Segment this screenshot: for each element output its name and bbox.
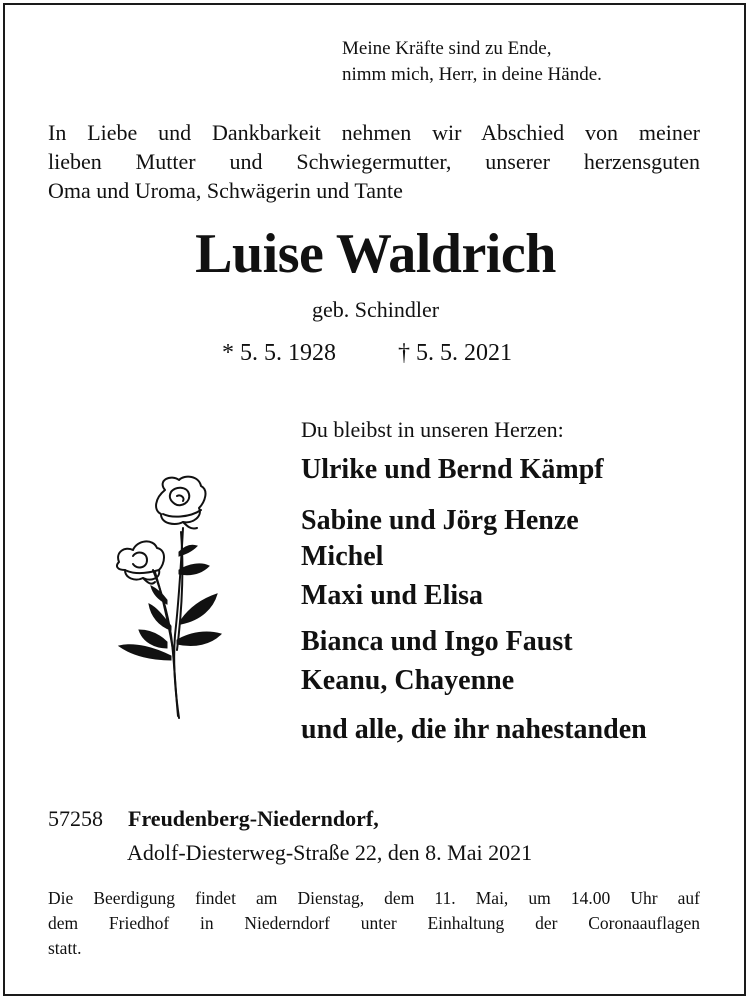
mourner-line: Maxi und Elisa — [301, 580, 484, 611]
rose-illustration-icon — [105, 470, 230, 725]
intro-line: In Liebe und Dankbarkeit nehmen wir Abschied von meiner — [48, 120, 700, 145]
birth-date: * 5. 5. 1928 — [222, 340, 336, 366]
mourners-intro: Du bleibst in unseren Herzen: — [301, 417, 564, 442]
mourner-line: Bianca und Ingo Faust — [301, 626, 573, 657]
funeral-notice — [48, 886, 700, 961]
funeral-line: dem Friedhof in Niederndorf unter Einhaltung der Coronaauflagen — [48, 913, 700, 933]
intro-text — [48, 118, 700, 205]
mourner-line: Keanu, Chayenne — [301, 665, 515, 696]
mourner-line: und alle, die ihr nahestanden — [301, 714, 647, 745]
maiden-name: geb. Schindler — [311, 297, 440, 322]
address-city: Freudenberg-Niederndorf, — [128, 806, 379, 831]
address-street-date: Adolf-Diesterweg-Straße 22, den 8. Mai 2021 — [127, 840, 533, 865]
mourner-line: Michel — [301, 541, 384, 572]
verse-line: Meine Kräfte sind zu Ende, — [342, 38, 552, 59]
verse — [342, 36, 602, 88]
intro-line: lieben Mutter und Schwiegermutter, unserer herzensguten — [48, 149, 700, 174]
deceased-name: Luise Waldrich — [195, 223, 556, 285]
death-date: † 5. 5. 2021 — [398, 340, 512, 366]
funeral-line: statt. — [48, 938, 82, 958]
mourner-line: Ulrike und Bernd Kämpf — [301, 454, 604, 485]
mourner-line: Sabine und Jörg Henze — [301, 505, 579, 536]
intro-line: Oma und Uroma, Schwägerin und Tante — [48, 178, 403, 203]
address-zip: 57258 — [48, 806, 103, 831]
funeral-line: Die Beerdigung findet am Dienstag, dem 11. Mai, um 14.00 Uhr auf — [48, 888, 700, 908]
verse-line: nimm mich, Herr, in deine Hände. — [342, 64, 602, 85]
